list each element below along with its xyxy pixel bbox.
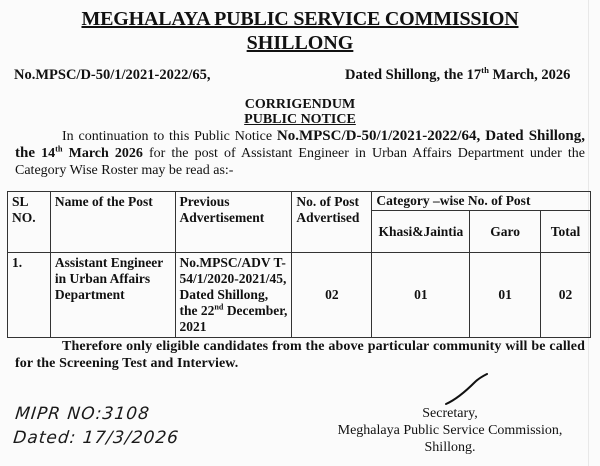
organization-city: SHILLONG: [246, 32, 354, 54]
table-header-row: [8, 192, 591, 211]
cell-total: 02: [541, 253, 591, 338]
cell-post-name: Assistant Engineer in Urban Affairs Department: [50, 253, 175, 338]
header-category-group: Category –wise No. of Post: [372, 192, 591, 211]
signatory-designation: Secretary,: [422, 406, 478, 421]
cell-sl-no: 1.: [8, 253, 51, 338]
reference-date: [345, 67, 570, 84]
signatory-city: Shillong.: [424, 440, 476, 455]
cell-previous-ad-end: December, 2021: [179, 303, 288, 334]
signature-mark: [443, 372, 493, 408]
table-row: [8, 253, 591, 338]
header-total: Total: [541, 211, 591, 253]
organization-title: MEGHALAYA PUBLIC SERVICE COMMISSION: [81, 8, 519, 30]
header-sl-no: SL NO.: [8, 192, 51, 253]
cell-khasi-jaintia: 01: [372, 253, 470, 338]
para-start: In continuation to this Public Notice: [62, 129, 277, 144]
para-date-num: 14: [41, 146, 56, 161]
notice-title: PUBLIC NOTICE: [244, 112, 356, 127]
cell-previous-ad-sup: nd: [214, 302, 224, 312]
signature-stroke: [446, 374, 487, 404]
cell-garo: 01: [470, 253, 541, 338]
para-date-sup: th: [55, 144, 63, 154]
header-previous-ad: Previous Advertisement: [175, 192, 292, 253]
reference-date-prefix: Dated Shillong, the 17: [345, 67, 482, 83]
header-post-name: Name of the Post: [50, 192, 175, 253]
handwritten-mipr-date: Dated: 17/3/2026: [12, 428, 181, 448]
cell-previous-ad-main: No.MPSC/ADV T-54/1/2020-2021/45, Dated Shillong, the 22: [179, 255, 287, 318]
cell-posts-advertised: 02: [292, 253, 372, 338]
reference-number: No.MPSC/D-50/1/2021-2022/65,: [14, 67, 211, 83]
notice-type: CORRIGENDUM: [244, 97, 356, 112]
handwritten-mipr-note: [12, 402, 181, 450]
para-date-rest: March 2026: [62, 146, 143, 161]
header-khasi-jaintia: Khasi&Jaintia: [372, 211, 470, 253]
handwritten-mipr-number: MIPR NO:3108: [14, 404, 151, 424]
header-posts-advertised: No. of Post Advertised: [292, 192, 372, 253]
signatory-block: [300, 405, 600, 456]
para-reference: No.MPSC/D-50/1/2021-2022/64, Dated Shillong, the: [15, 128, 585, 161]
roster-table: [7, 191, 591, 338]
reference-date-rest: March, 2026: [488, 67, 571, 83]
reference-date-sup: th: [481, 65, 489, 76]
signatory-organization: Meghalaya Public Service Commission,: [337, 423, 563, 438]
header-garo: Garo: [470, 211, 541, 253]
cell-previous-ad: [175, 253, 292, 338]
para-end: for the post of Assistant Engineer in Urban Affairs Department under the Category Wise Roster may be read as:-: [15, 146, 585, 178]
closing-note: [15, 338, 585, 372]
notice-paragraph: [15, 128, 585, 179]
closing-note-text: Therefore only eligible candidates from the above particular community will be called for the Screening Test and Interview.: [15, 339, 585, 371]
para-date: [41, 146, 143, 161]
